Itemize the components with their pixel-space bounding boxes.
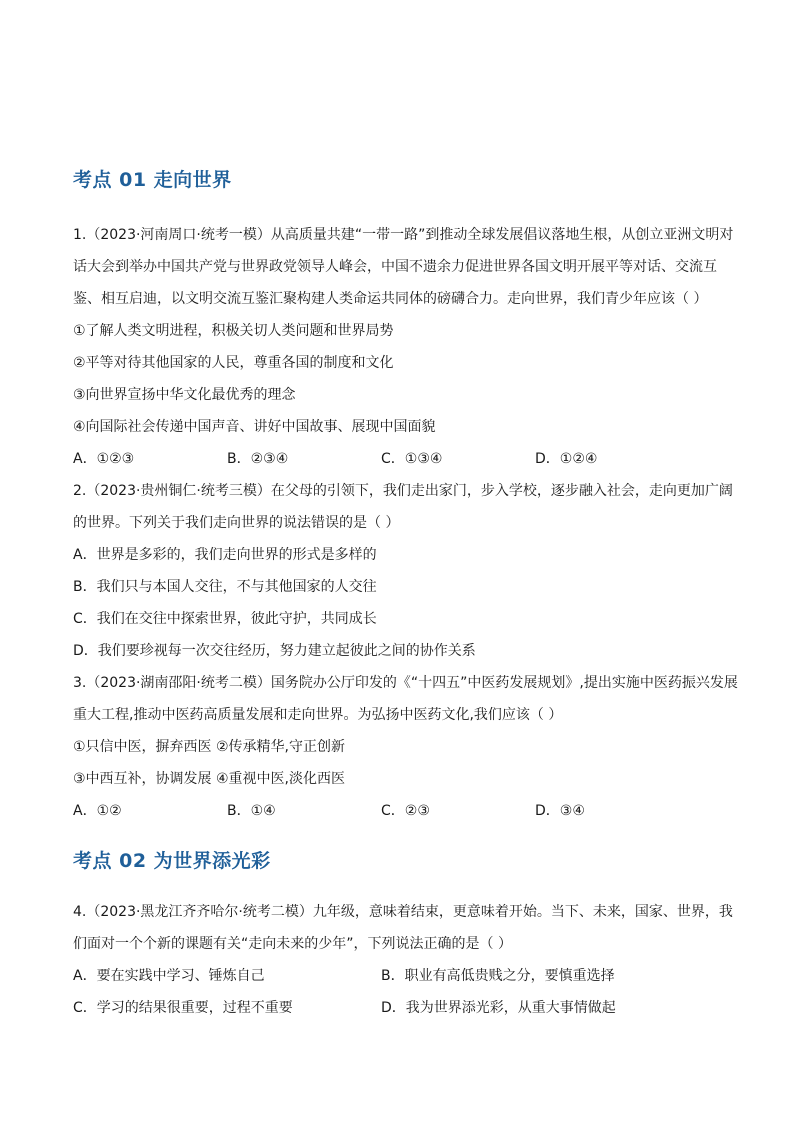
q1-option-a: A．①②③ [73,451,135,467]
q1-option-c: C．①③④ [381,451,443,467]
q1-statement-4: ④向国际社会传递中国声音、讲好中国故事、展现中国面貌 [73,419,436,435]
section-title-2: 考点 02 为世界添光彩 [73,850,271,872]
q1-line-3: 鉴、相互启迪，以文明交流互鉴汇聚构建人类命运共同体的磅礴合力。走向世界，我们青少年应该（ ） [73,291,708,307]
q2-option-c: C．我们在交往中探索世界，彼此守护，共同成长 [73,611,377,627]
q2-line-1: 2.（2023·贵州铜仁·统考三模）在父母的引领下，我们走出家门，步入学校，逐步融入社会，走向更加广阔 [73,483,733,499]
q4-option-b: B．职业有高低贵贱之分，要慎重选择 [381,968,615,984]
section-title-1: 考点 01 走向世界 [73,169,232,191]
q3-option-b: B．①④ [227,803,276,819]
q3-option-a: A．①② [73,803,122,819]
q3-statement-1: ①只信中医，摒弃西医 ②传承精华,守正创新 [73,739,346,755]
q1-statement-2: ②平等对待其他国家的人民，尊重各国的制度和文化 [73,355,394,371]
q3-option-d: D．③④ [535,803,585,819]
q3-statement-2: ③中西互补，协调发展 ④重视中医,淡化西医 [73,771,346,787]
q3-line-1: 3.（2023·湖南邵阳·统考二模）国务院办公厅印发的《“十四五”中医药发展规划》,提出实施中医药振兴发展 [73,675,738,691]
q1-statement-1: ①了解人类文明进程，积极关切人类问题和世界局势 [73,323,394,339]
q4-line-2: 们面对一个个新的课题有关“走向未来的少年”，下列说法正确的是（ ） [73,936,512,952]
q2-option-a: A．世界是多彩的，我们走向世界的形式是多样的 [73,547,377,563]
q2-option-b: B．我们只与本国人交往，不与其他国家的人交往 [73,579,377,595]
q2-line-2: 的世界。下列关于我们走向世界的说法错误的是（ ） [73,515,400,531]
q1-statement-3: ③向世界宣扬中华文化最优秀的理念 [73,387,296,403]
q4-line-1: 4.（2023·黑龙江齐齐哈尔·统考二模）九年级，意味着结束，更意味着开始。当下、未来，国家、世界，我 [73,904,733,920]
q4-option-a: A．要在实践中学习、锤炼自己 [73,968,265,984]
q1-option-d: D．①②④ [535,451,598,467]
q1-line-2: 话大会到举办中国共产党与世界政党领导人峰会，中国不遗余力促进世界各国文明开展平等对话、交流互 [73,259,717,275]
q4-option-c: C．学习的结果很重要，过程不重要 [73,1000,293,1016]
q1-option-b: B．②③④ [227,451,289,467]
q2-option-d: D．我们要珍视每一次交往经历，努力建立起彼此之间的协作关系 [73,643,476,659]
q4-option-d: D．我为世界添光彩，从重大事情做起 [381,1000,616,1016]
q3-line-2: 重大工程,推动中医药高质量发展和走向世界。为弘扬中医药文化,我们应该（ ） [73,707,563,723]
q1-line-1: 1.（2023·河南周口·统考一模）从高质量共建“一带一路”到推动全球发展倡议落地生根，从创立亚洲文明对 [73,227,734,243]
q3-option-c: C．②③ [381,803,430,819]
